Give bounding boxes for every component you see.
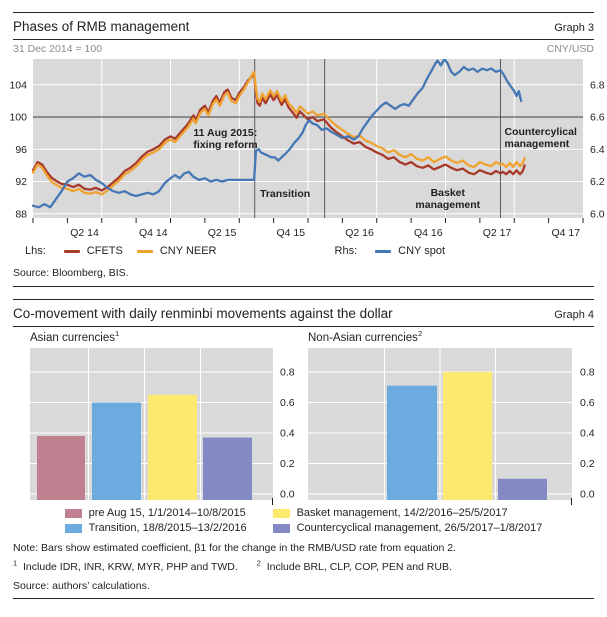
graph4-top-rule	[13, 299, 594, 300]
cny-neer-line-swatch	[137, 250, 153, 253]
countercyclical-label: Countercyclical management, 26/5/2017–1/8/2017	[296, 522, 543, 534]
svg-text:Q2 16: Q2 16	[345, 227, 374, 239]
svg-text:0.2: 0.2	[280, 458, 295, 470]
pre-aug15-label: pre Aug 15, 1/1/2014–10/8/2015	[88, 507, 246, 519]
svg-text:Q4 17: Q4 17	[551, 227, 581, 239]
asian-currencies-subtitle: Asian currencies$^1$	[30, 329, 120, 344]
rmb-phases-line-chart	[0, 59, 607, 241]
legend-item-basket	[273, 507, 543, 519]
graph3-left-axis-title: 31 Dec 2014 = 100	[13, 43, 103, 55]
svg-text:Countercylical: Countercylical	[504, 126, 577, 138]
svg-text:0.6: 0.6	[280, 397, 295, 409]
graph3-header	[13, 19, 594, 34]
svg-text:0.8: 0.8	[580, 366, 595, 379]
non-asian-currencies-subtitle: Non-Asian currencies$^2$	[308, 329, 423, 344]
basket-management-label: Basket management, 14/2/2016–25/5/2017	[296, 507, 508, 519]
legend-item-transition	[65, 522, 247, 534]
svg-text:0.4: 0.4	[280, 427, 295, 440]
graph4-number-label: Graph 4	[554, 309, 594, 321]
cny-spot-line-swatch	[375, 250, 391, 253]
graph4-header-rule	[13, 326, 594, 327]
legend-item-countercyclical	[273, 522, 543, 534]
graph3-block	[0, 12, 607, 287]
pre-aug15-swatch	[65, 509, 82, 518]
cfets-line-swatch	[64, 250, 80, 253]
graph3-top-rule	[13, 12, 594, 13]
svg-text:6.6: 6.6	[590, 111, 605, 124]
cny-neer-legend-label: CNY NEER	[159, 245, 217, 257]
graph4-bottom-rule	[13, 598, 594, 599]
svg-text:104: 104	[9, 79, 27, 92]
footnote-marker-2: 2	[417, 329, 423, 339]
cfets-legend-label: CFETS	[86, 245, 123, 257]
svg-text:Basket: Basket	[430, 187, 466, 199]
svg-text:Q4 15: Q4 15	[276, 227, 306, 239]
lhs-label: Lhs:	[25, 245, 46, 257]
countercyclical-swatch	[273, 524, 290, 533]
graph3-header-rule	[13, 39, 594, 40]
graph4-note: Note: Bars show estimated coefficient, β1 for the change in the RMB/USD rate from equation 2.	[13, 542, 456, 554]
graph4-footnotes	[13, 558, 594, 573]
svg-text:6.2: 6.2	[590, 176, 605, 188]
transition-label: Transition, 18/8/2015–13/2/2016	[88, 522, 247, 534]
svg-text:Q2 14: Q2 14	[70, 227, 99, 239]
svg-text:92: 92	[15, 176, 27, 188]
svg-text:Q2 15: Q2 15	[207, 227, 237, 239]
non-asian-currencies-bar-chart	[308, 348, 607, 506]
graph4-block	[0, 299, 607, 599]
svg-text:0.2: 0.2	[580, 458, 595, 470]
svg-text:0.6: 0.6	[580, 397, 595, 409]
graph3-bottom-rule	[13, 286, 594, 287]
graph4-panel-subtitles	[30, 329, 607, 344]
svg-text:96: 96	[15, 143, 27, 156]
svg-text:88: 88	[15, 208, 27, 221]
svg-text:0.4: 0.4	[580, 427, 595, 440]
graph3-axis-units	[13, 43, 594, 55]
graph4-title: Co-movement with daily renminbi movements against the dollar	[13, 306, 393, 321]
svg-text:management: management	[504, 138, 570, 150]
svg-text:0.8: 0.8	[280, 366, 295, 379]
graph4-legend	[0, 507, 607, 534]
asian-currencies-bar-chart	[30, 348, 308, 506]
footnote-1: $^1$ Include IDR, INR, KRW, MYR, PHP and TWD.	[13, 558, 238, 573]
svg-text:fixing reform: fixing reform	[193, 139, 258, 151]
graph4-charts-row	[30, 348, 607, 506]
svg-text:11 Aug 2015:: 11 Aug 2015:	[193, 127, 258, 139]
graph3-source: Source: Bloomberg, BIS.	[13, 267, 129, 279]
svg-text:0.0: 0.0	[280, 488, 295, 501]
graph3-title: Phases of RMB management	[13, 19, 190, 34]
svg-text:Q2 17: Q2 17	[482, 227, 512, 239]
transition-swatch	[65, 524, 82, 533]
svg-text:Transition: Transition	[259, 188, 311, 200]
svg-text:management: management	[415, 199, 481, 211]
svg-text:0.0: 0.0	[580, 488, 595, 501]
svg-text:100: 100	[9, 111, 27, 124]
svg-text:6.0: 6.0	[590, 208, 605, 221]
footnote-2: $^2$ Include BRL, CLP, COP, PEN and RUB.	[256, 558, 452, 573]
graph4-legend-col2	[273, 507, 543, 534]
graph4-source: Source: authors’ calculations.	[13, 580, 150, 592]
svg-text:Q4 16: Q4 16	[414, 227, 443, 239]
graph3-number-label: Graph 3	[554, 22, 594, 34]
graph4-legend-col1	[65, 507, 247, 534]
svg-text:6.8: 6.8	[590, 79, 605, 92]
legend-item-pre-aug15	[65, 507, 247, 519]
cny-spot-legend-label: CNY spot	[398, 245, 446, 257]
rhs-label: Rhs:	[334, 245, 358, 257]
footnote-marker-1: 1	[115, 329, 120, 339]
svg-text:6.4: 6.4	[590, 143, 605, 156]
graph4-header	[13, 306, 594, 321]
basket-management-swatch	[273, 509, 290, 518]
svg-text:Q4 14: Q4 14	[139, 227, 168, 239]
graph3-legend	[25, 245, 594, 257]
graph3-right-axis-title: CNY/USD	[546, 43, 594, 55]
